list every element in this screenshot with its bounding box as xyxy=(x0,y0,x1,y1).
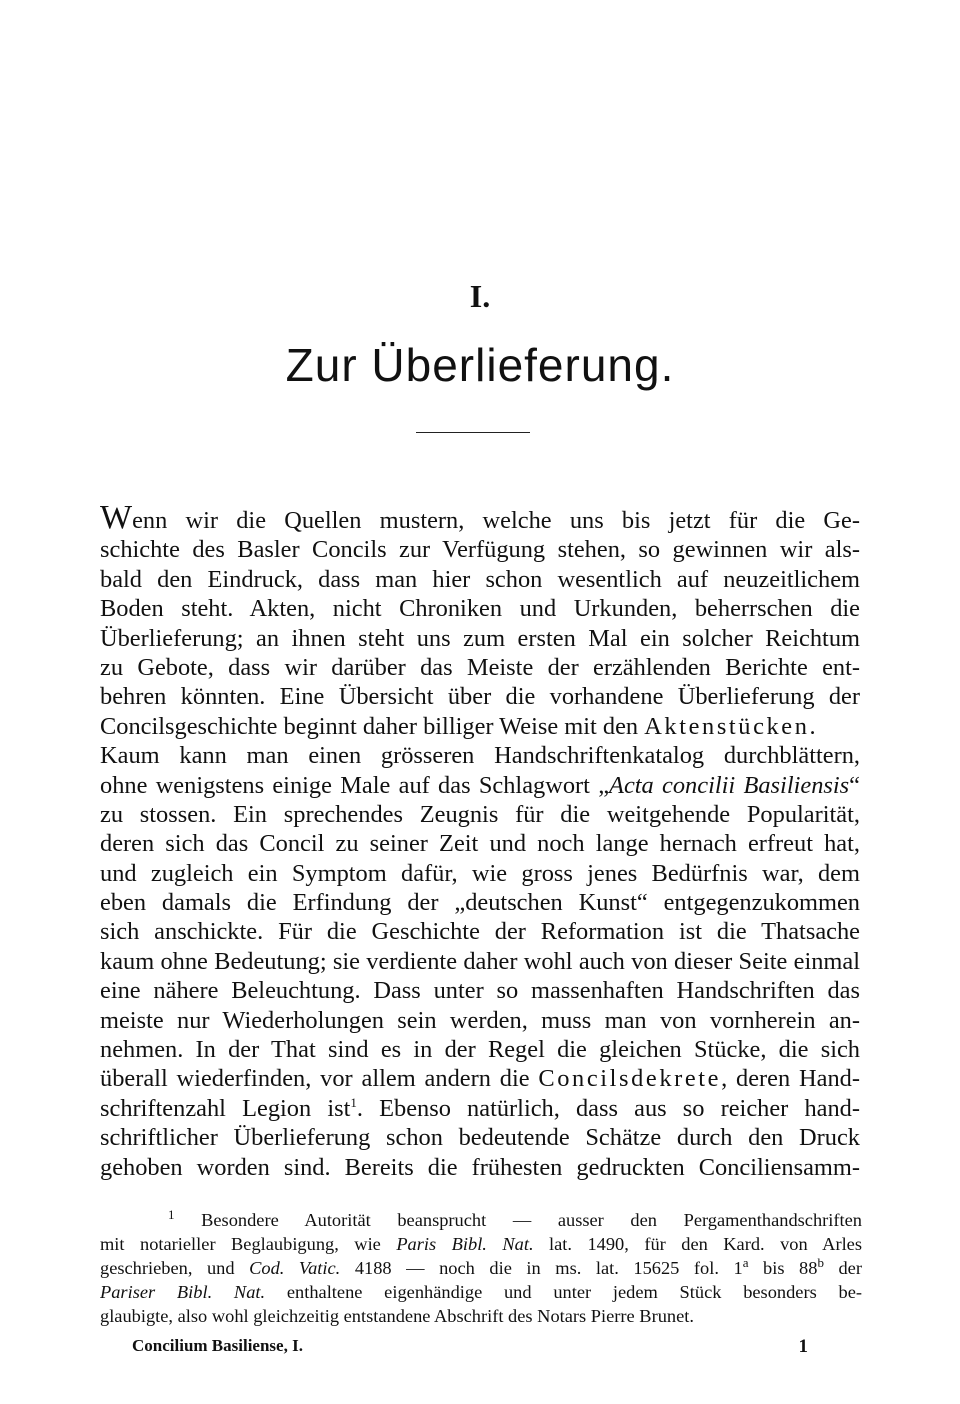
text-run: eben damals die Erfindung der „deutschen Kunst“ entgegenzukommen xyxy=(100,889,860,917)
text-run: bis 88 xyxy=(748,1258,818,1278)
text-line xyxy=(100,624,860,653)
body-text xyxy=(100,506,860,1182)
text-run: deren sich das Concil zu seiner Zeit und noch lange hernach erfreut hat, xyxy=(100,830,860,858)
text-line xyxy=(100,653,860,682)
text-run: meiste nur Wiederholungen sein werden, muss man von vornherein an- xyxy=(100,1006,860,1034)
spaced-emphasis: Aktenstücken xyxy=(644,712,810,740)
italic-text: Acta concilii Basiliensis xyxy=(609,771,850,799)
text-run: Überlieferung; an ihnen steht uns zum ersten Mal ein solcher Reichtum xyxy=(100,624,860,652)
text-line xyxy=(100,594,860,623)
text-run: . Ebenso natürlich, dass aus so reicher hand- xyxy=(356,1094,860,1122)
page-number: 1 xyxy=(798,1336,808,1357)
text-line xyxy=(100,888,860,917)
italic-text: Paris Bibl. Nat. xyxy=(396,1234,534,1254)
text-run: sich anschickte. Für die Geschichte der Reformation ist die Thatsache xyxy=(100,918,860,946)
text-run: schichte des Basler Concils zur Verfügung stehen, so gewinnen wir als- xyxy=(100,536,860,564)
text-run: , deren Hand- xyxy=(721,1065,860,1093)
initial-letter: W xyxy=(100,506,133,536)
italic-text: Cod. Vatic. xyxy=(249,1258,341,1278)
text-line xyxy=(100,829,860,858)
text-run: und zugleich ein Symptom dafür, wie gross jenes Bedürfnis war, dem xyxy=(100,859,860,887)
text-run: lat. 1490, für den Kard. von Arles xyxy=(533,1234,862,1254)
text-line xyxy=(100,859,860,888)
text-run: 4188 — noch die in ms. lat. 15625 fol. 1 xyxy=(340,1258,743,1278)
text-run: Concilsgeschichte beginnt daher billiger Weise mit den xyxy=(100,712,645,740)
text-run: gehoben worden sind. Bereits die frühesten gedruckten Conciliensamm- xyxy=(100,1153,860,1181)
text-line xyxy=(100,1123,860,1152)
text-line xyxy=(100,947,860,976)
text-line xyxy=(100,800,860,829)
text-line xyxy=(100,565,860,594)
text-line xyxy=(100,1153,860,1182)
text-line xyxy=(100,682,860,711)
text-run: behren könnten. Eine Übersicht über die vorhandene Überlieferung der xyxy=(100,683,860,711)
text-line xyxy=(100,535,860,564)
text-line xyxy=(100,771,860,800)
paragraph xyxy=(100,506,860,741)
italic-text: Pariser Bibl. Nat. xyxy=(100,1282,266,1302)
text-run: überall wiederfinden, vor allem andern die xyxy=(100,1065,539,1093)
text-line xyxy=(100,741,860,770)
text-run: zu Gebote, dass wir darüber das Meiste der erzählenden Berichte ent- xyxy=(100,653,860,681)
footnote-marker: a xyxy=(742,1256,749,1270)
text-line xyxy=(100,976,860,1005)
text-run: glaubigte, also wohl gleichzeitig entstandene Abschrift des Notars Pierre Brunet. xyxy=(100,1306,694,1326)
text-run: zu stossen. Ein sprechendes Zeugnis für die weitgehende Popularität, xyxy=(100,800,860,828)
text-line xyxy=(100,1035,860,1064)
text-run: schriftlicher Überlieferung schon bedeutende Schätze durch den Druck xyxy=(100,1124,860,1152)
text-run: Boden steht. Akten, nicht Chroniken und Urkunden, beherrschen die xyxy=(100,595,860,623)
text-run: ohne wenigstens einige Male auf das Schlagwort „ xyxy=(100,771,610,799)
text-run: Besondere Autorität beansprucht — ausser den Pergamenthandschriften xyxy=(174,1210,862,1230)
text-run: “ xyxy=(849,771,860,799)
text-run: bald den Eindruck, dass man hier schon wesentlich auf neuzeitlichem xyxy=(100,565,860,593)
spaced-emphasis: Concilsdekrete xyxy=(538,1065,722,1093)
text-run: schriftenzahl Legion ist xyxy=(100,1094,351,1122)
footnote-marker: b xyxy=(817,1256,824,1270)
text-run: nehmen. In der That sind es in der Regel die gleichen Stücke, die sich xyxy=(100,1036,860,1064)
text-line xyxy=(100,712,860,741)
footnote-line xyxy=(100,1208,862,1232)
footnote-marker: 1 xyxy=(168,1208,175,1222)
text-run: kaum ohne Bedeutung; sie verdiente daher wohl auch von dieser Seite einmal xyxy=(100,947,860,975)
text-run: . xyxy=(809,712,816,740)
text-line xyxy=(100,1094,860,1123)
text-run: der xyxy=(823,1258,862,1278)
text-run: mit notarieller Beglaubigung, wie xyxy=(100,1234,397,1254)
footnote-line xyxy=(100,1256,862,1280)
chapter-number: I. xyxy=(469,278,491,314)
footnote xyxy=(100,1208,862,1328)
footnote-line xyxy=(100,1280,862,1304)
text-run: Kaum kann man einen grösseren Handschriftenkatalog durchblättern, xyxy=(100,742,860,770)
paragraph xyxy=(100,741,860,1182)
text-line xyxy=(100,1064,860,1093)
footnote-line xyxy=(100,1232,862,1256)
text-run: geschrieben, und xyxy=(100,1258,250,1278)
footnote-marker: 1 xyxy=(350,1094,357,1110)
text-line xyxy=(100,917,860,946)
chapter-title: Zur Überlieferung. xyxy=(285,339,675,391)
signature-mark: Concilium Basiliense, I. xyxy=(132,1336,303,1355)
text-line xyxy=(100,506,860,535)
footnote-line xyxy=(100,1304,862,1328)
text-run: enthaltene eigenhändige und unter jedem Stück besonders be- xyxy=(265,1282,862,1302)
text-run: eine nähere Beleuchtung. Dass unter so massenhaften Handschriften das xyxy=(100,977,860,1005)
text-run: enn wir die Quellen mustern, welche uns bis jetzt für die Ge- xyxy=(132,507,860,534)
text-line xyxy=(100,1006,860,1035)
title-divider xyxy=(416,432,530,433)
